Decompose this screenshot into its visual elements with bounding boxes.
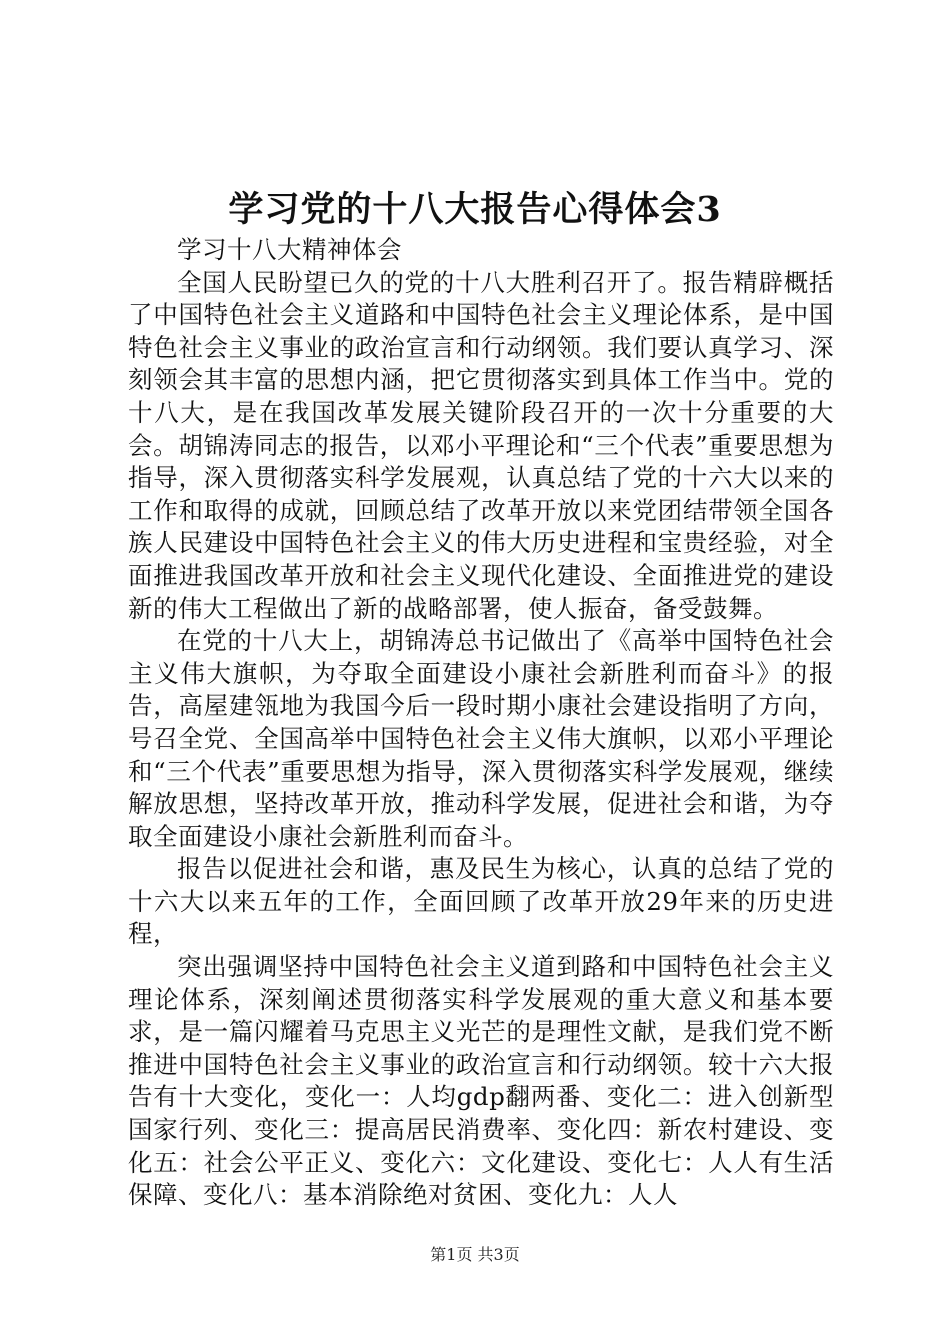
- document-subtitle: 学习十八大精神体会: [177, 235, 402, 264]
- paragraph-2: 在党的十八大上，胡锦涛总书记做出了《高举中国特色社会主义伟大旗帜，为夺取全面建设小康社会新胜利而奋斗》的报告，高屋建瓴地为我国今后一段时期小康社会建设指明了方向，号召全党、全国高举中国特色社会主义伟大旗帜，以邓小平理论和“三个代表”重要思想为指导，深入贯彻落实科学发展观，继续解放思想，坚持改革开放，推动科学发展，促进社会和谐，为夺取全面建设小康社会新胜利而奋斗。: [128, 626, 834, 851]
- document-body: [128, 234, 834, 1212]
- document-title: 学习党的十八大报告心得体会3: [228, 189, 722, 230]
- paragraph-4: 突出强调坚持中国特色社会主义道到路和中国特色社会主义理论体系，深刻阐述贯彻落实科学发展观的重大意义和基本要求，是一篇闪耀着马克思主义光芒的是理性文献，是我们党不断推进中国特色社会主义事业的政治宣言和行动纲领。较十六大报告有十大变化，变化一：人均gdp翻两番、变化二：进入创新型国家行列、变化三：提高居民消费率、变化四：新农村建设、变化五：社会公平正义、变化六：文化建设、变化七：人人有生活保障、变化八：基本消除绝对贫困、变化九：人人: [128, 952, 834, 1210]
- paragraph-1: 全国人民盼望已久的党的十八大胜利召开了。报告精辟概括了中国特色社会主义道路和中国特色社会主义理论体系，是中国特色社会主义事业的政治宣言和行动纲领。我们要认真学习、深刻领会其丰富的思想内涵，把它贯彻落实到具体工作当中。党的十八大，是在我国改革发展关键阶段召开的一次十分重要的大会。胡锦涛同志的报告，以邓小平理论和“三个代表”重要思想为指导，深入贯彻落实科学发展观，认真总结了党的十六大以来的工作和取得的成就，回顾总结了改革开放以来党团结带领全国各族人民建设中国特色社会主义的伟大历史进程和宝贵经验，对全面推进我国改革开放和社会主义现代化建设、全面推进党的建设新的伟大工程做出了新的战略部署，使人振奋，备受鼓舞。: [128, 267, 834, 623]
- page-footer: 第1页 共3页: [430, 1245, 520, 1264]
- paragraph-3: 报告以促进社会和谐，惠及民生为核心，认真的总结了党的十六大以来五年的工作，全面回顾了改革开放29年来的历史进程，: [128, 854, 834, 949]
